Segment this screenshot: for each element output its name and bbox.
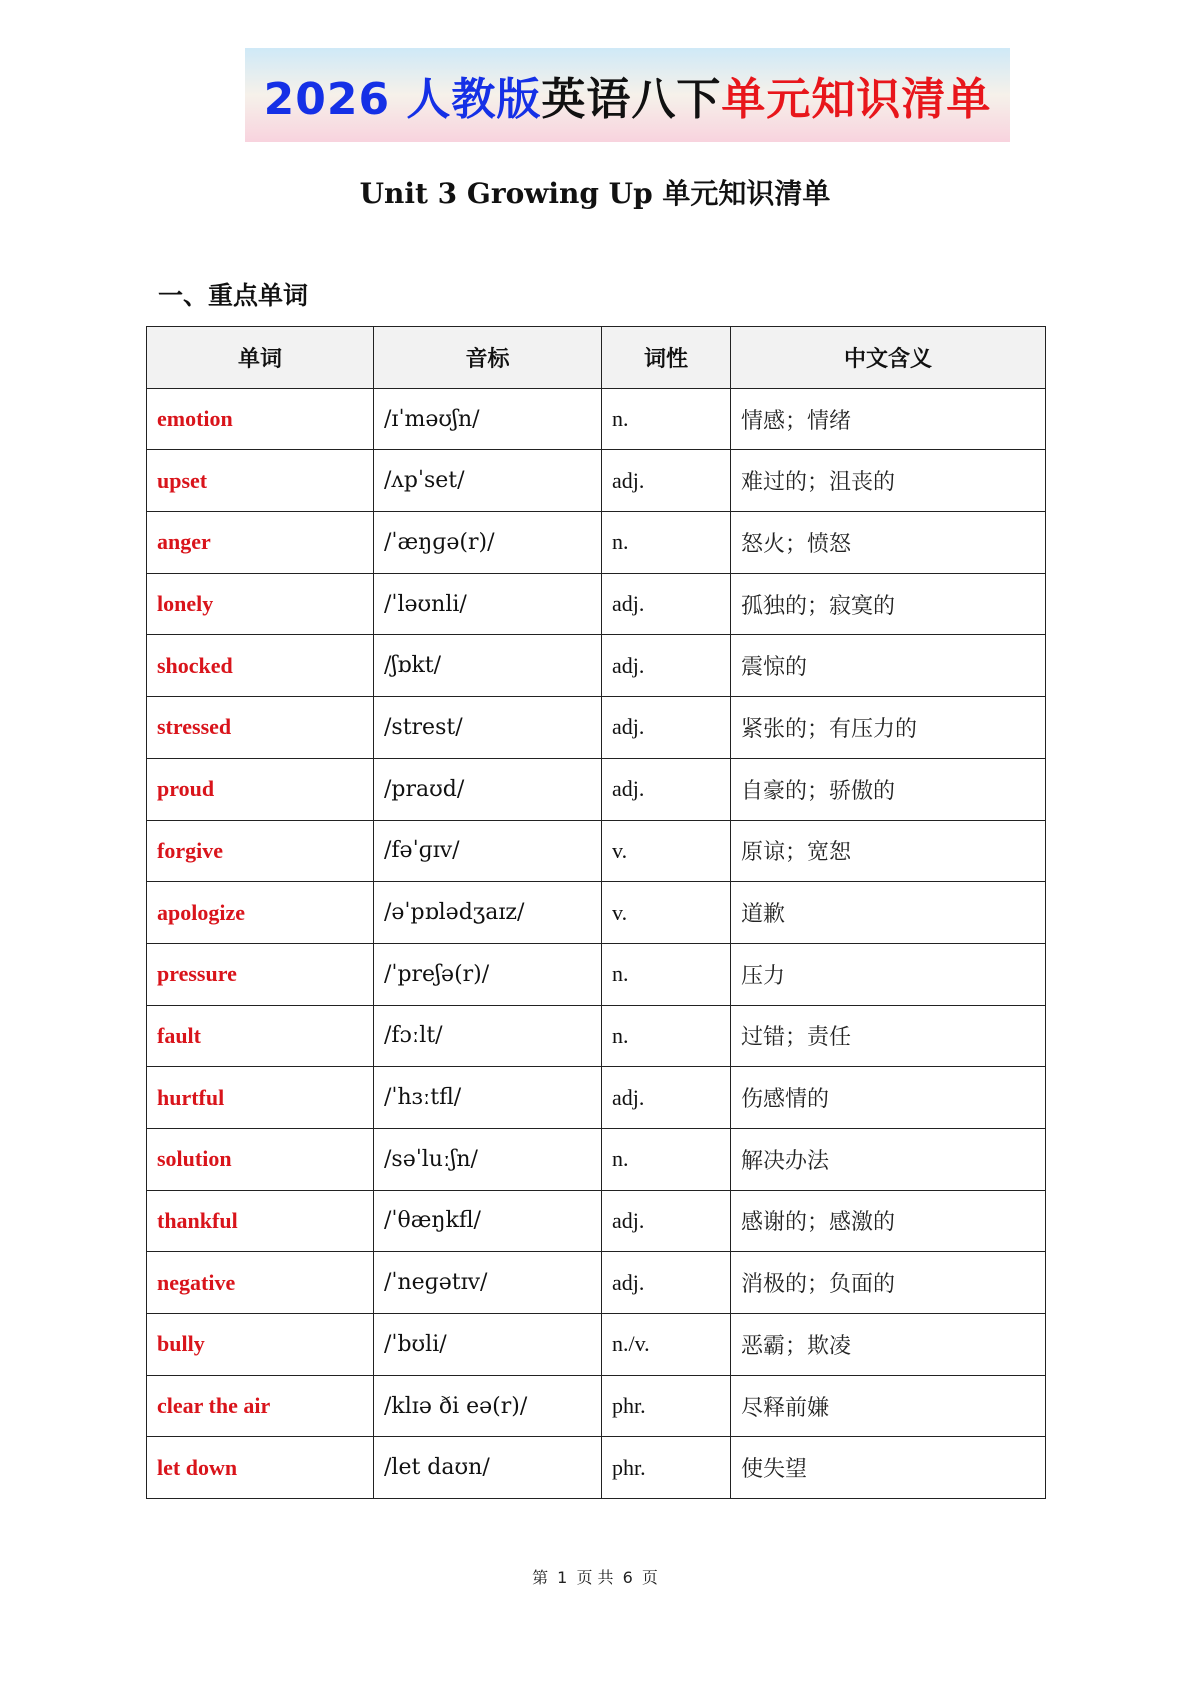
vocab-part-of-speech: v.: [602, 820, 731, 882]
vocab-part-of-speech: adj.: [602, 697, 731, 759]
vocab-part-of-speech: n.: [602, 512, 731, 574]
vocab-phonetic: /ʃɒkt/: [374, 635, 602, 697]
vocab-part-of-speech: phr.: [602, 1437, 731, 1499]
vocab-meaning: 怒火；愤怒: [731, 512, 1046, 574]
vocab-part-of-speech: adj.: [602, 450, 731, 512]
table-row: [147, 882, 1046, 944]
table-row: [147, 697, 1046, 759]
vocab-phonetic: /fɔːlt/: [374, 1005, 602, 1067]
table-header-row: [147, 327, 1046, 389]
banner-title-checklist: 单元知识清单: [721, 74, 992, 125]
header-phonetic: 音标: [374, 327, 602, 389]
table-row: [147, 1375, 1046, 1437]
vocab-meaning: 孤独的；寂寞的: [731, 573, 1046, 635]
vocab-phonetic: /ˈpreʃə(r)/: [374, 943, 602, 1005]
vocab-word: apologize: [147, 882, 374, 944]
vocab-phonetic: /ˈləʊnli/: [374, 573, 602, 635]
vocab-meaning: 情感；情绪: [731, 388, 1046, 450]
vocab-phonetic: /səˈluːʃn/: [374, 1128, 602, 1190]
vocab-word: upset: [147, 450, 374, 512]
vocab-meaning: 压力: [731, 943, 1046, 1005]
vocab-meaning: 恶霸；欺凌: [731, 1314, 1046, 1376]
table-row: [147, 450, 1046, 512]
vocab-word: proud: [147, 758, 374, 820]
vocab-part-of-speech: n.: [602, 1128, 731, 1190]
vocab-part-of-speech: n.: [602, 943, 731, 1005]
vocab-word: solution: [147, 1128, 374, 1190]
vocab-meaning: 解决办法: [731, 1128, 1046, 1190]
vocab-part-of-speech: adj.: [602, 758, 731, 820]
vocab-meaning: 过错；责任: [731, 1005, 1046, 1067]
vocab-part-of-speech: phr.: [602, 1375, 731, 1437]
vocab-part-of-speech: n./v.: [602, 1314, 731, 1376]
header-word: 单词: [147, 327, 374, 389]
vocab-phonetic: /ˈθæŋkfl/: [374, 1190, 602, 1252]
vocab-part-of-speech: n.: [602, 1005, 731, 1067]
table-row: [147, 635, 1046, 697]
vocab-phonetic: /praʊd/: [374, 758, 602, 820]
vocab-word: bully: [147, 1314, 374, 1376]
title-banner: [245, 48, 1010, 142]
vocab-phonetic: /ɪˈməʊʃn/: [374, 388, 602, 450]
banner-title-edition: 2026 人教版: [263, 74, 542, 125]
vocab-meaning: 难过的；沮丧的: [731, 450, 1046, 512]
table-row: [147, 943, 1046, 1005]
vocab-part-of-speech: n.: [602, 388, 731, 450]
vocab-word: anger: [147, 512, 374, 574]
vocab-phonetic: /fəˈɡɪv/: [374, 820, 602, 882]
vocab-word: lonely: [147, 573, 374, 635]
table-row: [147, 1314, 1046, 1376]
vocab-phonetic: /klɪə ði eə(r)/: [374, 1375, 602, 1437]
vocab-word: pressure: [147, 943, 374, 1005]
vocab-word: let down: [147, 1437, 374, 1499]
table-row: [147, 573, 1046, 635]
footer-total-pages: 6: [622, 1568, 633, 1587]
header-part-of-speech: 词性: [602, 327, 731, 389]
vocab-part-of-speech: v.: [602, 882, 731, 944]
banner-title-subject: 英语八下: [541, 74, 722, 125]
vocab-phonetic: /ˈhɜːtfl/: [374, 1067, 602, 1129]
vocab-phonetic: /ˈæŋɡə(r)/: [374, 512, 602, 574]
vocab-part-of-speech: adj.: [602, 1067, 731, 1129]
header-meaning: 中文含义: [731, 327, 1046, 389]
table-row: [147, 1005, 1046, 1067]
footer-page-number: 1: [557, 1568, 568, 1587]
table-row: [147, 1067, 1046, 1129]
vocab-phonetic: /strest/: [374, 697, 602, 759]
vocab-word: emotion: [147, 388, 374, 450]
section-heading: 一、重点单词: [158, 281, 309, 310]
vocabulary-table: [146, 326, 1046, 1499]
vocab-meaning: 使失望: [731, 1437, 1046, 1499]
table-row: [147, 1437, 1046, 1499]
vocab-meaning: 震惊的: [731, 635, 1046, 697]
vocab-part-of-speech: adj.: [602, 573, 731, 635]
vocab-word: negative: [147, 1252, 374, 1314]
vocab-meaning: 感谢的；感激的: [731, 1190, 1046, 1252]
vocab-meaning: 尽释前嫌: [731, 1375, 1046, 1437]
vocab-word: stressed: [147, 697, 374, 759]
table-row: [147, 1128, 1046, 1190]
vocab-word: fault: [147, 1005, 374, 1067]
footer-prefix: 第: [532, 1568, 549, 1587]
vocab-word: thankful: [147, 1190, 374, 1252]
table-row: [147, 820, 1046, 882]
vocab-part-of-speech: adj.: [602, 1190, 731, 1252]
unit-title: Unit 3 Growing Up 单元知识清单: [359, 177, 831, 210]
vocab-phonetic: /ʌpˈset/: [374, 450, 602, 512]
vocab-meaning: 原谅；宽恕: [731, 820, 1046, 882]
vocab-part-of-speech: adj.: [602, 635, 731, 697]
vocab-phonetic: /əˈpɒlədʒaɪz/: [374, 882, 602, 944]
footer-middle: 页 共: [576, 1568, 614, 1587]
vocab-phonetic: /ˈbʊli/: [374, 1314, 602, 1376]
vocab-meaning: 道歉: [731, 882, 1046, 944]
vocab-meaning: 紧张的；有压力的: [731, 697, 1046, 759]
table-row: [147, 1252, 1046, 1314]
vocab-meaning: 自豪的；骄傲的: [731, 758, 1046, 820]
table-row: [147, 758, 1046, 820]
vocab-word: clear the air: [147, 1375, 374, 1437]
vocab-word: hurtful: [147, 1067, 374, 1129]
page-footer: [0, 1565, 1190, 1588]
vocab-meaning: 伤感情的: [731, 1067, 1046, 1129]
vocab-word: shocked: [147, 635, 374, 697]
vocab-word: forgive: [147, 820, 374, 882]
vocab-meaning: 消极的；负面的: [731, 1252, 1046, 1314]
table-row: [147, 512, 1046, 574]
vocab-part-of-speech: adj.: [602, 1252, 731, 1314]
table-row: [147, 388, 1046, 450]
table-row: [147, 1190, 1046, 1252]
footer-suffix: 页: [641, 1568, 658, 1587]
vocab-phonetic: /let daʊn/: [374, 1437, 602, 1499]
vocab-phonetic: /ˈneɡətɪv/: [374, 1252, 602, 1314]
banner-title: [264, 63, 992, 127]
